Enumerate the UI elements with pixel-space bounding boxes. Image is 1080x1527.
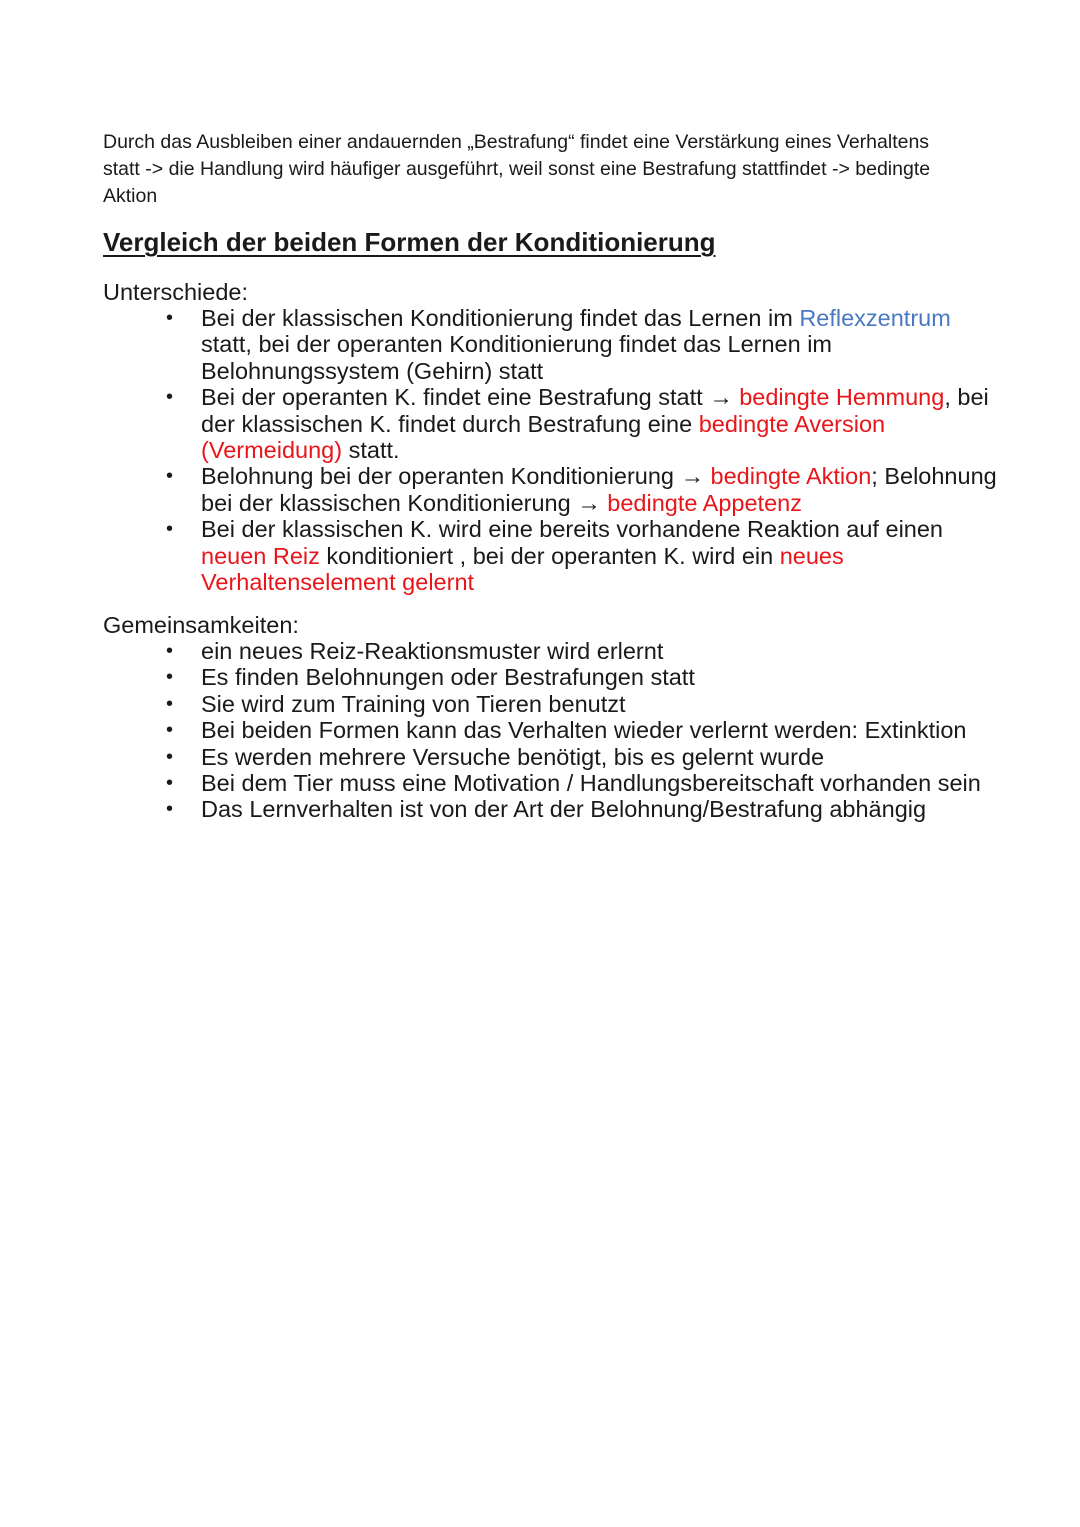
list-item: • Bei der operanten K. findet eine Bestrafung statt → bedingte Hemmung, bei der klassischen K. findet durch Bestrafung eine bedingte Aversion (Vermeidung) statt. [166, 384, 989, 464]
list-item: • Bei beiden Formen kann das Verhalten wieder verlernt werden: Extinktion [166, 717, 967, 744]
bullet-icon: • [166, 798, 174, 821]
bullet-icon: • [166, 386, 174, 409]
intro-paragraph: Durch das Ausbleiben einer andauernden „Bestrafung“ findet eine Verstärkung eines Verhaltens statt -> die Handlung wird häufiger ausgeführt, weil sonst eine Bestrafung stattfindet -> bedingte Aktion [103, 131, 931, 207]
list-item: • Sie wird zum Training von Tieren benutzt [166, 690, 626, 717]
bullet-icon: • [166, 745, 174, 768]
bullet-icon: • [166, 640, 174, 662]
bullet-icon: • [166, 465, 174, 488]
differences-label: Unterschiede: [103, 279, 248, 305]
list-item: • Bei der klassischen K. wird eine bereits vorhandene Reaktion auf einen neuen Reiz konditioniert , bei der operanten K. wird ein neues Verhaltenselement gelernt [166, 516, 943, 596]
list-item: • Es finden Belohnungen oder Bestrafungen statt [166, 664, 695, 691]
highlight-term: bedingte Aktion [710, 463, 872, 490]
highlight-term: bedingte Hemmung [739, 384, 945, 411]
list-item: • Bei dem Tier muss eine Motivation / Handlungsbereitschaft vorhanden sein [166, 770, 981, 797]
list-item: • Es werden mehrere Versuche benötigt, bis es gelernt wurde [166, 743, 825, 770]
bullet-icon: • [166, 719, 174, 742]
bullet-icon: • [166, 307, 174, 329]
commonalities-list [103, 638, 1003, 823]
bullet-icon: • [166, 772, 174, 795]
list-item: • Belohnung bei der operanten Konditionierung → bedingte Aktion; Belohnung bei der klassischen Konditionierung → bedingte Appetenz [166, 463, 997, 516]
list-item: • Das Lernverhalten ist von der Art der Belohnung/Bestrafung abhängig [166, 796, 927, 823]
highlight-term: neues Verhaltenselement gelernt [201, 542, 844, 596]
bullet-icon: • [166, 518, 174, 541]
differences-list [103, 305, 1003, 595]
section-heading: Vergleich der beiden Formen der Konditionierung [103, 227, 716, 257]
highlight-term: neuen Reiz [201, 542, 320, 569]
highlight-term: bedingte Aversion (Vermeidung) [201, 410, 886, 464]
bullet-icon: • [166, 692, 174, 715]
highlight-term: bedingte Appetenz [607, 489, 802, 516]
bullet-icon: • [166, 666, 174, 689]
highlight-term: Reflexzentrum [799, 305, 951, 331]
list-item: • ein neues Reiz-Reaktionsmuster wird erlernt [166, 638, 664, 664]
commonalities-label: Gemeinsamkeiten: [103, 612, 299, 638]
list-item: • Bei der klassischen Konditionierung findet das Lernen im Reflexzentrum statt, bei der operanten Konditionierung findet das Lernen im Belohnungssystem (Gehirn) statt [166, 305, 951, 384]
